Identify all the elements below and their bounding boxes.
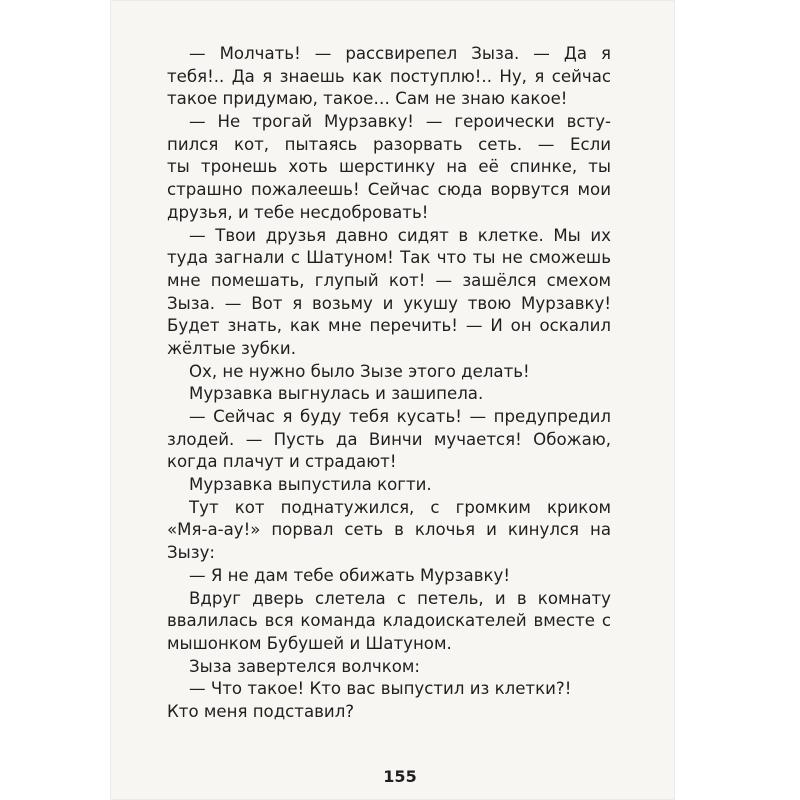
text-line: — Не трогай Мурзавку! — героически всту- (189, 112, 611, 132)
text-line: — Что такое! Кто вас выпустил из клетки?! (189, 679, 572, 699)
text-line: «Мя-а-ау!» порвал сеть в клочья и кинулся на (167, 520, 611, 540)
text-line: Вдруг дверь слетела с петель, и в комнату (189, 588, 611, 608)
text-line: тебя!.. Да я знаешь как поступлю!.. Ну, я сейчас (167, 66, 611, 86)
text-line: Будет знать, как мне перечить! — И он оскалил (167, 316, 611, 336)
text-line: ввалилась вся команда кладоискателей вместе с (167, 611, 611, 631)
text-line: Зызу: (167, 543, 215, 563)
text-line: — Сейчас я буду тебя кусать! — предупредил (189, 407, 611, 426)
text-line: такое придумаю, такое… Сам не знаю какое! (167, 89, 568, 109)
text-line: Мурзавка выгнулась и зашипела. (189, 384, 484, 404)
text-line: мне помешать, глупый кот! — зашёлся смехом (167, 270, 611, 290)
text-line: Тут кот поднатужился, с громким криком (189, 497, 611, 517)
text-line: злодей. — Пусть да Винчи мучается! Обожаю, (167, 429, 611, 449)
text-line: мышонком Бубушей и Шатуном. (167, 633, 452, 653)
text-line: — Я не дам тебе обижать Мурзавку! (189, 565, 510, 585)
text-line: жёлтые зубки. (167, 338, 296, 358)
text-line: Мурзавка выпустила когти. (189, 475, 432, 495)
text-line: страшно пожалеешь! Сейчас сюда ворвутся мои (167, 180, 611, 200)
text-line: Зыза завертелся волчком: (189, 656, 421, 676)
page-number: 155 (383, 767, 417, 786)
text-line: друзья, и тебе несдобровать! (167, 202, 429, 222)
text-line: — Твои друзья давно сидят в клетке. Мы их (189, 225, 611, 245)
text-line: Ох, не нужно было Зызе этого делать! (189, 361, 530, 381)
text-line: когда плачут и страдают! (167, 452, 397, 472)
text-line: ты тронешь хоть шерстинку на её спинке, ты (167, 157, 611, 177)
text-line: Кто меня подставил? (167, 701, 355, 721)
text-line: — Молчать! — рассвирепел Зыза. — Да я (189, 44, 611, 63)
text-line: Зыза. — Вот я возьму и укушу твою Мурзавку! (167, 293, 611, 313)
text-line: пился кот, пытаясь разорвать сеть. — Если (167, 134, 611, 154)
body-text (167, 43, 611, 724)
text-line: туда загнали с Шатуном! Так что ты не сможешь (167, 248, 611, 268)
